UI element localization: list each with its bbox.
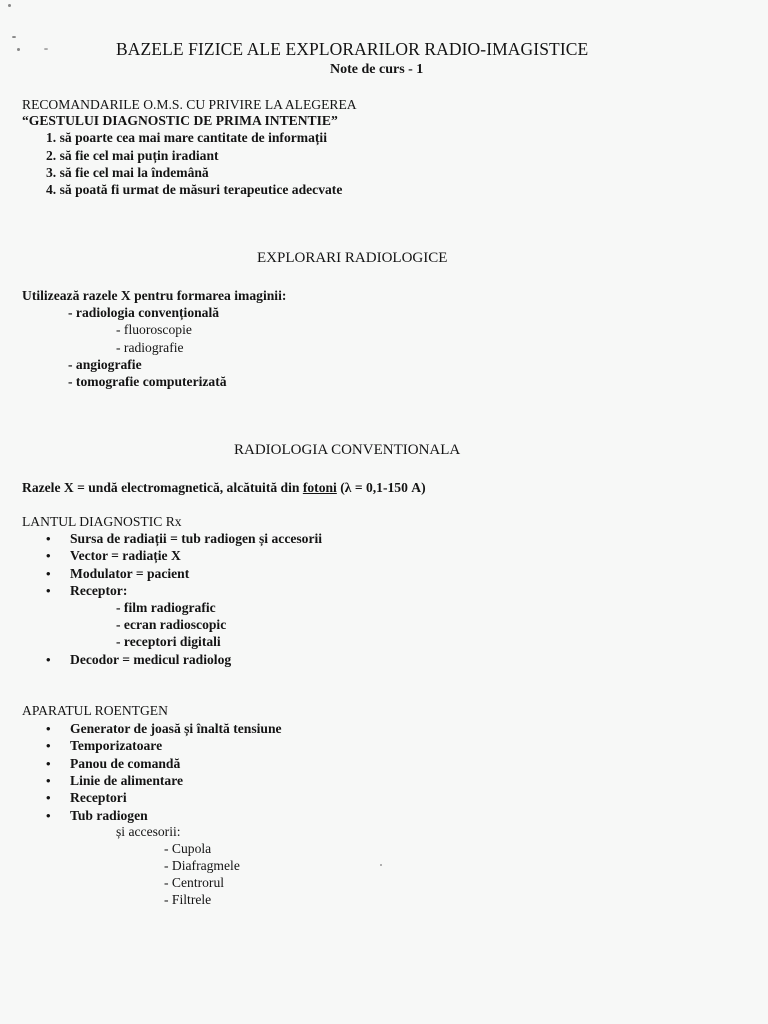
bullet-icon: • <box>46 721 51 736</box>
bullet-icon: • <box>46 773 51 788</box>
lant-item: Sursa de radiații = tub radiogen și accesorii <box>70 531 323 546</box>
receptor-subitem: - ecran radioscopic <box>116 617 227 632</box>
bullet-icon: • <box>46 738 51 753</box>
definition-text-end: (λ = 0,1-150 A) <box>336 480 426 495</box>
lant-item: Modulator = pacient <box>70 566 190 581</box>
oms-item: 1. să poarte cea mai mare cantitate de informații <box>46 130 327 145</box>
oms-item: 2. să fie cel mai puțin iradiant <box>46 148 219 163</box>
definition-underlined-term: fotoni <box>302 480 337 495</box>
aparat-item: Tub radiogen <box>70 808 148 823</box>
oms-heading-line1: RECOMANDARILE O.M.S. CU PRIVIRE LA ALEGEREA <box>22 97 357 112</box>
aparat-item: Temporizatoare <box>70 738 163 753</box>
receptor-subitem: - film radiografic <box>116 600 216 615</box>
oms-item: 3. să fie cel mai la îndemână <box>46 165 209 180</box>
bullet-icon: • <box>46 808 51 823</box>
explorari-subitem: - radiografie <box>116 340 184 355</box>
explorari-item: - tomografie computerizată <box>68 374 227 389</box>
accesorii-item: - Centrorul <box>164 875 225 890</box>
definition-text: Razele X = undă electromagnetică, alcătuită din <box>22 480 303 495</box>
oms-heading-line2: “GESTULUI DIAGNOSTIC DE PRIMA INTENTIE” <box>22 113 338 128</box>
explorari-intro: Utilizează razele X pentru formarea imaginii: <box>22 288 287 303</box>
accesorii-item: - Filtrele <box>164 892 212 907</box>
aparat-heading: APARATUL ROENTGEN <box>22 703 168 718</box>
bullet-icon: • <box>46 566 51 581</box>
scan-speck <box>380 864 382 866</box>
scan-speck <box>44 48 48 50</box>
bullet-icon: • <box>46 756 51 771</box>
document-subtitle: Note de curs - 1 <box>330 62 424 77</box>
bullet-icon: • <box>46 583 51 598</box>
lant-item: Receptor: <box>70 583 128 598</box>
bullet-icon: • <box>46 548 51 563</box>
accesorii-item: - Diafragmele <box>164 858 240 873</box>
bullet-icon: • <box>46 531 51 546</box>
explorari-subitem: - fluoroscopie <box>116 322 192 337</box>
explorari-item: - radiologia convențională <box>68 305 220 320</box>
aparat-item: Panou de comandă <box>70 756 181 771</box>
scan-speck <box>12 36 16 38</box>
lant-heading: LANTUL DIAGNOSTIC Rx <box>22 514 182 529</box>
bullet-icon: • <box>46 790 51 805</box>
razele-x-definition <box>22 480 426 496</box>
scan-speck <box>17 48 20 51</box>
aparat-item: Receptori <box>70 790 127 805</box>
accesorii-item: - Cupola <box>164 841 212 856</box>
accesorii-label: și accesorii: <box>116 824 181 839</box>
aparat-item: Linie de alimentare <box>70 773 184 788</box>
lant-item: Vector = radiație X <box>70 548 181 563</box>
lant-item: Decodor = medicul radiolog <box>70 652 232 667</box>
aparat-item: Generator de joasă și înaltă tensiune <box>70 721 282 736</box>
bullet-icon: • <box>46 652 51 667</box>
document-title: BAZELE FIZICE ALE EXPLORARILOR RADIO-IMAGISTICE <box>116 39 589 59</box>
section-heading-conventionala: RADIOLOGIA CONVENTIONALA <box>234 442 461 458</box>
explorari-item: - angiografie <box>68 357 142 372</box>
section-heading-explorari: EXPLORARI RADIOLOGICE <box>257 250 448 266</box>
oms-item: 4. să poată fi urmat de măsuri terapeutice adecvate <box>46 182 343 197</box>
receptor-subitem: - receptori digitali <box>116 634 221 649</box>
scan-speck <box>8 4 11 7</box>
